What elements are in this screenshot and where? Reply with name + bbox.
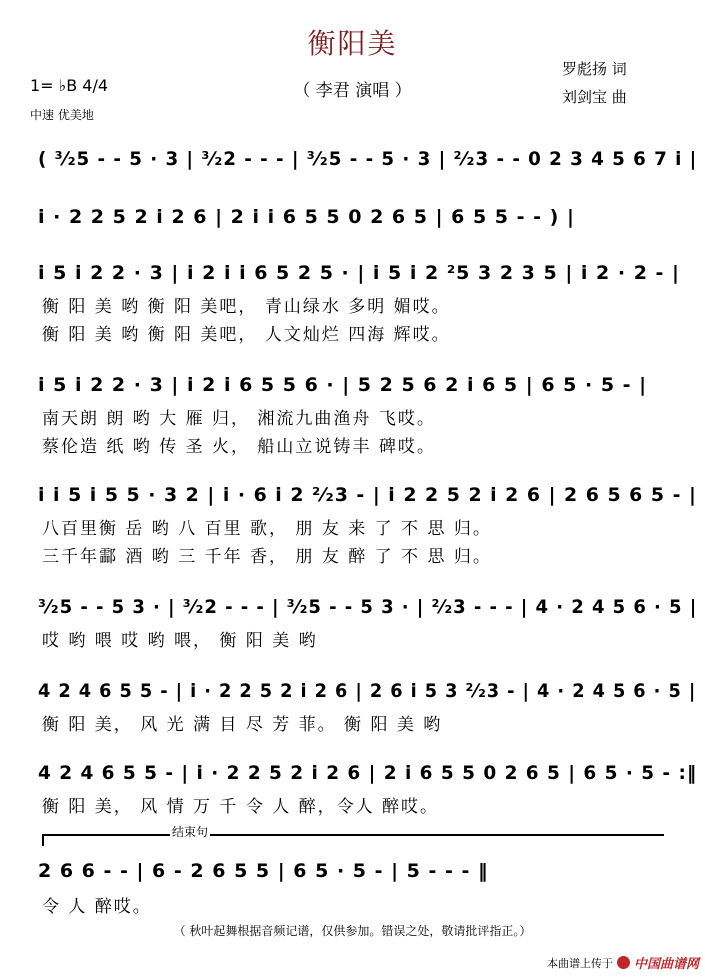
ending-label: 结束句: [172, 825, 209, 839]
site-logo[interactable]: 中国曲谱网: [633, 957, 699, 972]
lyric-line-2: 衡 阳 美 哟 衡 阳 美吧， 人文灿烂 四海 辉哎。: [42, 325, 451, 345]
lyric-line-10: 令 人 醉哎。: [42, 897, 152, 917]
footer-text: 本曲谱上传于: [546, 956, 613, 970]
score-line-4: i 5 i 2 2 · 3 | i 2 i 6 5 5 6 · | 5 2 5 6 2 i 6 5 | 6 5 · 5 - |: [38, 374, 648, 396]
score-line-2: i · 2 2 5 2 i 2 6 | 2 i i 6 5 5 0 2 6 5 | 6 5 5 - - ) |: [38, 206, 575, 228]
transcription-note: （ 秋叶起舞根据音频记谱，仅供参加。错误之处，敬请批评指正。）: [173, 924, 532, 938]
ending-bracket-line: [42, 834, 664, 836]
page-title: 衡阳美: [307, 27, 398, 60]
score-line-8: 4 2 4 6 5 5 - | i · 2 2 5 2 i 2 6 | 2 i 6 5 5 0 2 6 5 | 6 5 · 5 - :‖: [38, 762, 698, 784]
key-signature: 1= ♭B 4/4: [30, 76, 109, 95]
lyric-line-6: 三千年酃 酒 哟 三 千年 香， 朋 友 醉 了 不 思 归。: [42, 547, 492, 567]
lyric-line-7: 哎 哟 喂 哎 哟 喂， 衡 阳 美 哟: [42, 631, 318, 651]
lyric-line-8: 衡 阳 美， 风 光 满 目 尽 芳 菲。 衡 阳 美 哟: [42, 715, 443, 735]
lyric-line-9: 衡 阳 美， 风 情 万 千 令 人 醉，令人 醉哎。: [42, 797, 440, 817]
score-line-5: i i 5 i 5 5 · 3 2 | i · 6 i 2 ²⁄₂3 - | i 2 2 5 2 i 2 6 | 2 6 5 6 5 - |: [38, 484, 697, 506]
site-footer: [547, 953, 699, 972]
score-line-3: i 5 i 2 2 · 3 | i 2 i i 6 5 2 5 · | i 5 i 2 ²5 3 2 3 5 | i 2 · 2 - |: [38, 262, 680, 284]
tempo-marking: 中速 优美地: [30, 108, 94, 122]
lyric-line-5: 八百里衡 岳 哟 八 百里 歌， 朋 友 来 了 不 思 归。: [42, 519, 492, 539]
lyric-line-3: 南天朗 朗 哟 大 雁 归， 湘流九曲渔舟 飞哎。: [42, 409, 436, 429]
score-line-9: 2 6 6 - - | 6 - 2 6 5 5 | 6 5 · 5 - | 5 - - - ‖: [38, 860, 489, 882]
score-line-1: ( ³⁄₂5 - - 5 · 3 | ³⁄₂2 - - - | ³⁄₂5 - - 5 · 3 | ²⁄₂3 - - 0 2 3 4 5 6 7 i |: [38, 148, 698, 170]
score-line-6: ³⁄₂5 - - 5 3 · | ³⁄₂2 - - - | ³⁄₂5 - - 5 3 · | ²⁄₂3 - - - | 4 · 2 4 5 6 · 5 |: [38, 596, 698, 618]
score-line-7: 4 2 4 6 5 5 - | i · 2 2 5 2 i 2 6 | 2 6 i 5 3 ²⁄₂3 - | 4 · 2 4 5 6 · 5 |: [38, 680, 697, 702]
lyricist-credit: 罗彪扬 词: [562, 60, 627, 78]
ending-bracket-tick: [42, 834, 44, 846]
lyric-line-1: 衡 阳 美 哟 衡 阳 美吧， 青山绿水 多明 媚哎。: [42, 297, 451, 317]
singer-credit: （ 李君 演唱 ）: [293, 81, 412, 101]
lyric-line-4: 蔡伦造 纸 哟 传 圣 火， 船山立说铸丰 碑哎。: [42, 437, 436, 457]
site-logo-icon: [617, 956, 630, 969]
composer-credit: 刘剑宝 曲: [562, 88, 627, 106]
